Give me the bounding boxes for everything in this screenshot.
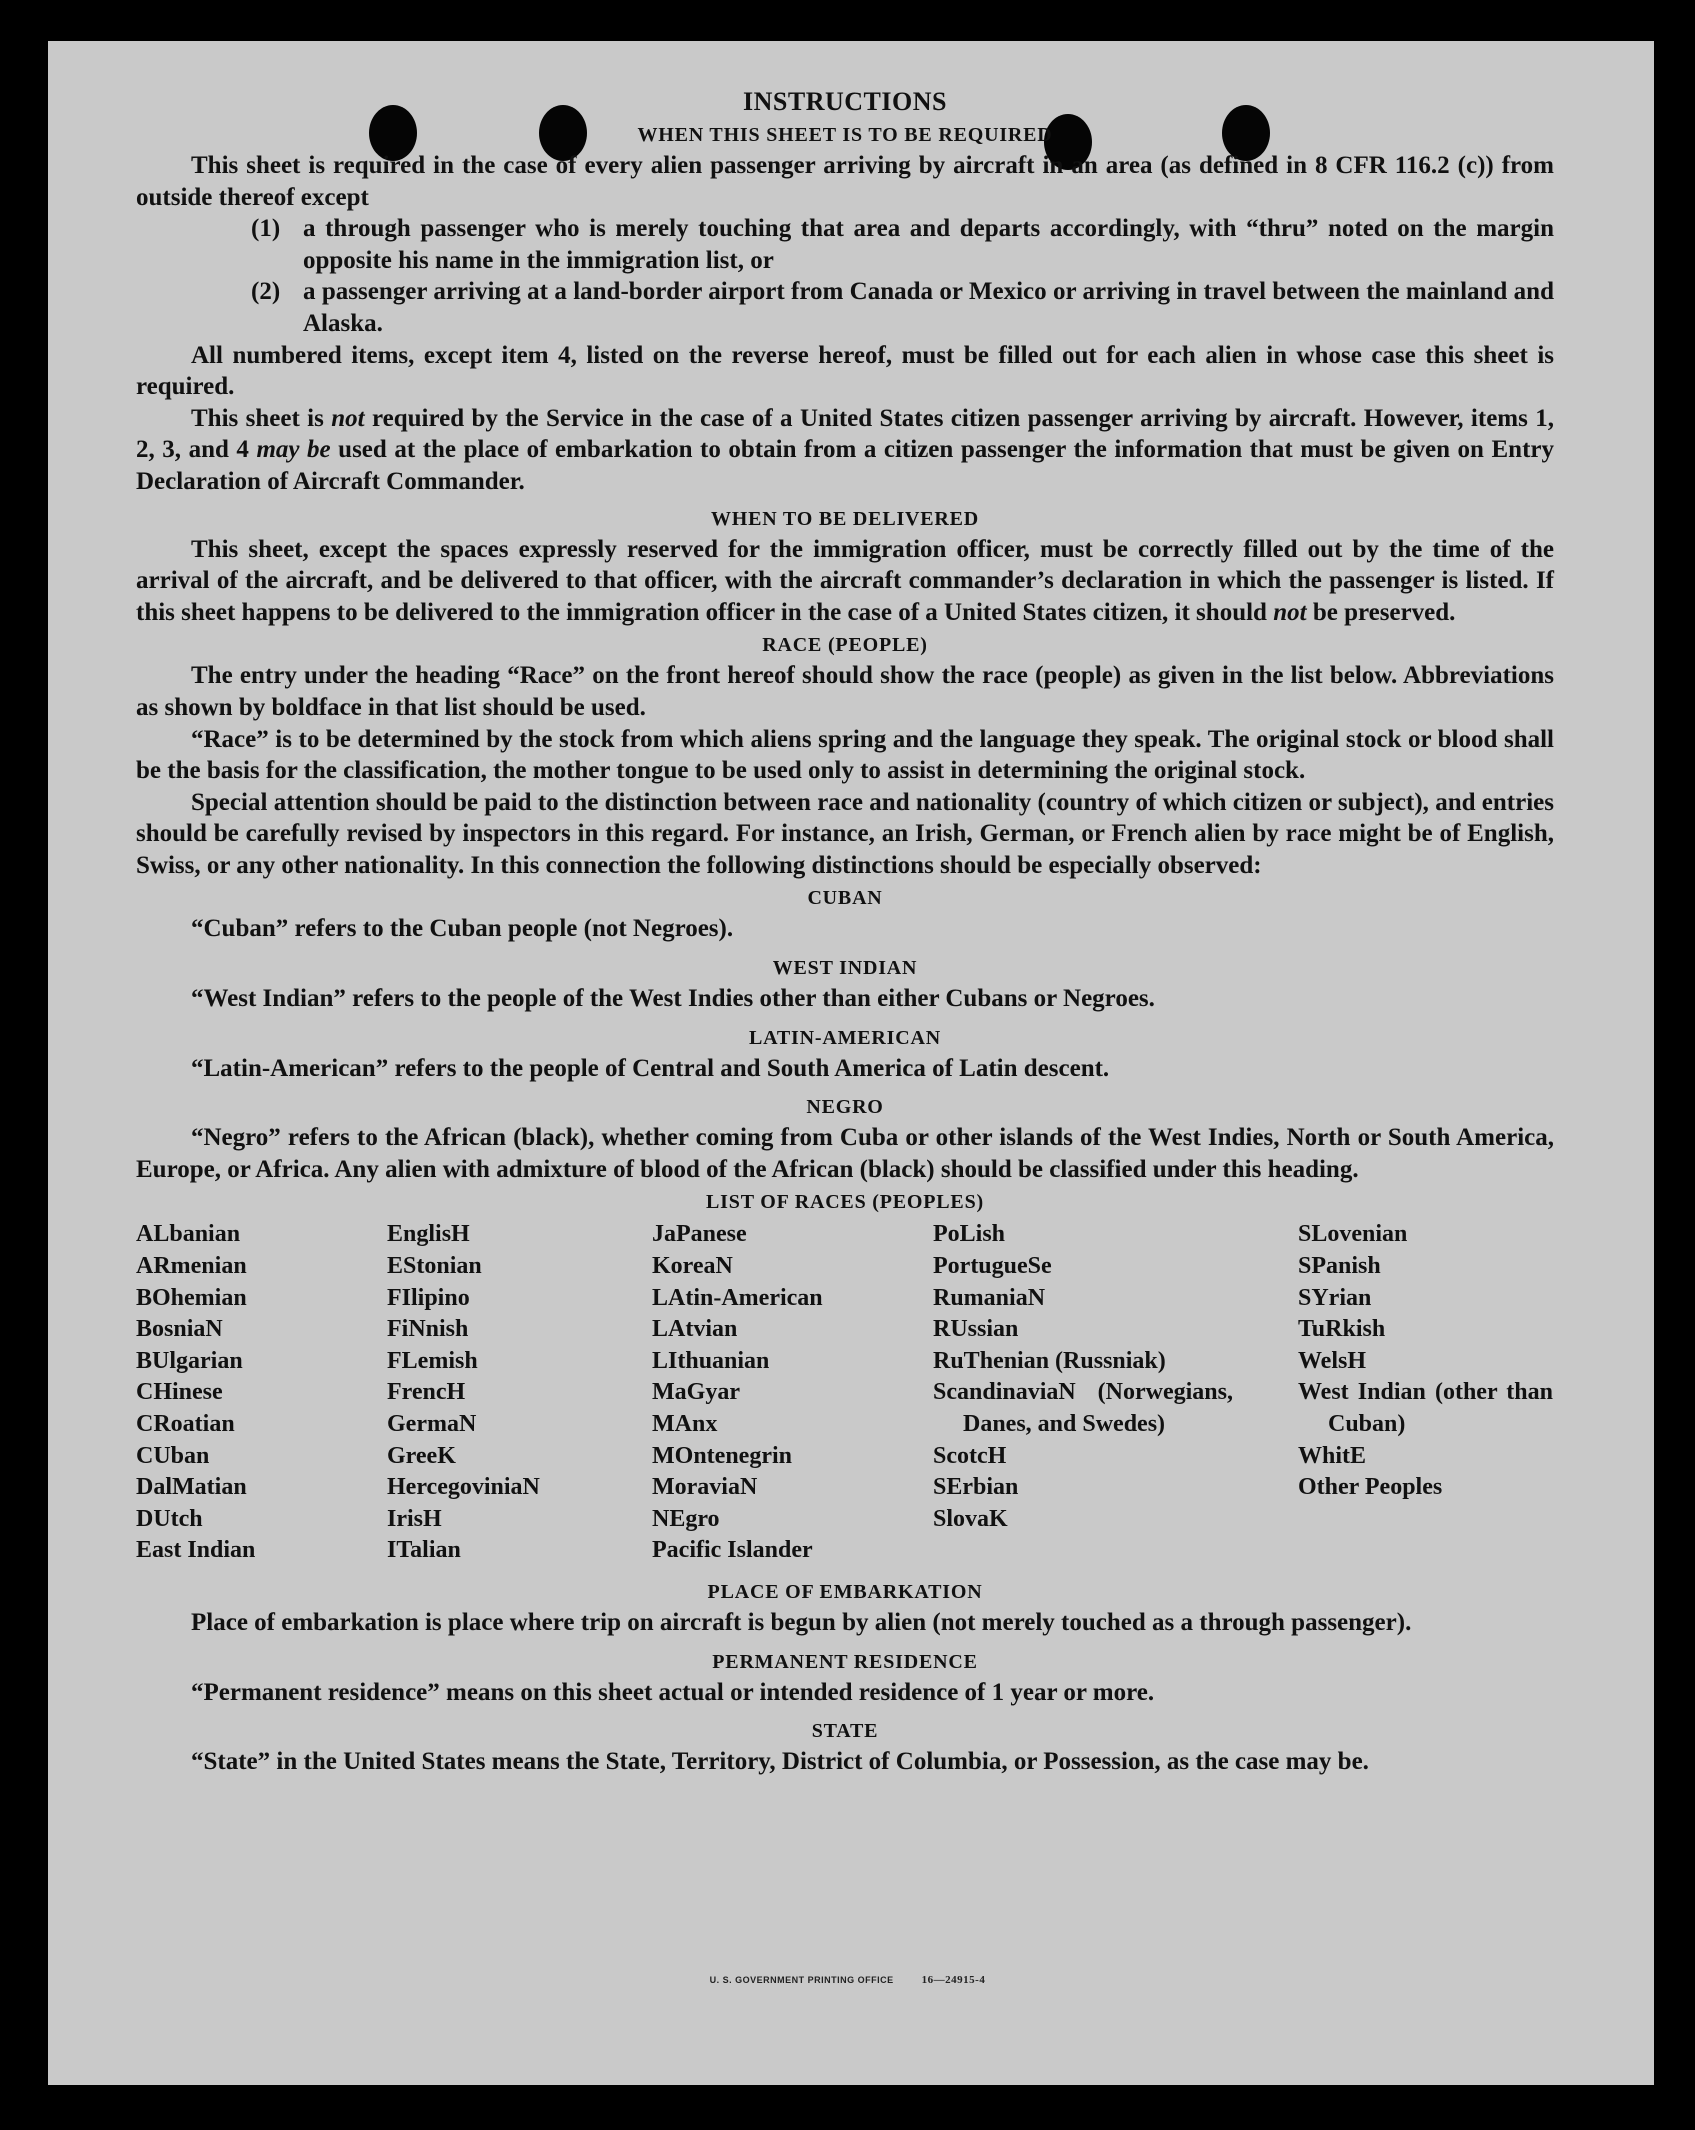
race-entry: ARmenian (136, 1253, 247, 1280)
race-entry: GermaN (387, 1411, 477, 1437)
race-entry: SYrian (1298, 1284, 1372, 1311)
definition: “State” in the United States means the State, Territory, District of Columbia, or Possession, as the case may be. (191, 1748, 1369, 1776)
definition: “West Indian” refers to the people of the West Indies other than either Cubans or Negroes. (191, 985, 1155, 1013)
race-entry: IrisH (387, 1505, 442, 1532)
text: required by the Service in the case of a United States citizen passenger arriving by aircraft. However, items 1, 2, 3, and 4 (136, 404, 1554, 464)
race-entry: LAtin-American (652, 1284, 823, 1311)
paragraph: The entry under the heading “Race” on the front hereof should show the race (people) as given in the list below. Abbreviations as shown by boldface in that list should be used. (136, 662, 1554, 721)
list-item (136, 276, 1554, 339)
paragraph (136, 534, 1554, 629)
heading-permanent-residence: PERMANENT RESIDENCE (712, 1650, 978, 1673)
race-entry: MAnx (652, 1411, 718, 1437)
race-entry: NEgro (652, 1505, 720, 1532)
race-entry: WelsH (1298, 1347, 1367, 1374)
race-entry: BOhemian (136, 1284, 247, 1311)
race-entry: KoreaN (652, 1253, 733, 1280)
race-entry: GreeK (387, 1442, 456, 1469)
race-column (136, 1219, 387, 1567)
race-entry: EnglisH (387, 1221, 470, 1248)
race-entry: TuRkish (1298, 1316, 1386, 1343)
race-entry: WhitE (1298, 1442, 1367, 1469)
race-entry: RuThenian (Russniak) (933, 1347, 1166, 1374)
definition: “Negro” refers to the African (black), whether coming from Cuba or other islands of the West Indies, North or South America, Europe, or Africa. Any alien with admixture of blood of the African (black) should be classified under this heading. (136, 1124, 1554, 1183)
race-list (136, 1219, 1554, 1567)
heading-list-of-races: LIST OF RACES (PEOPLES) (706, 1191, 984, 1214)
text: This sheet is (191, 404, 332, 432)
race-entry: West Indian (other than Cuban) (1298, 1379, 1553, 1437)
paragraph: All numbered items, except item 4, listed on the reverse hereof, must be filled out for each alien in whose case this sheet is required. (136, 341, 1554, 401)
race-entry: SlovaK (933, 1505, 1008, 1532)
race-entry: ScotcH (933, 1442, 1007, 1469)
heading-race: RACE (PEOPLE) (762, 634, 928, 657)
printer-imprint (0, 1974, 1695, 1986)
paragraph: This sheet is required in the case of every alien passenger arriving by aircraft in an area (as defined in 8 CFR 116.2 (c)) from outside thereof except (136, 152, 1554, 211)
race-entry: MOntenegrin (652, 1442, 792, 1469)
race-entry: PoLish (933, 1221, 1006, 1248)
race-entry: HercegoviniaN (387, 1474, 540, 1501)
race-column (387, 1219, 652, 1567)
race-entry: FLemish (387, 1347, 478, 1374)
italic-text: not (331, 404, 365, 432)
instructions-body (136, 86, 1554, 1778)
race-entry: ScandinaviaN (Norwegians, Danes, and Swedes) (933, 1379, 1233, 1437)
race-entry: FIlipino (387, 1284, 470, 1311)
definition: “Cuban” refers to the Cuban people (not Negroes). (191, 915, 734, 943)
item-number: (1) (251, 215, 281, 243)
race-entry: RumaniaN (933, 1284, 1046, 1311)
race-entry: JaPanese (652, 1221, 747, 1248)
heading-cuban: CUBAN (807, 887, 883, 910)
race-entry: MoraviaN (652, 1474, 758, 1501)
race-entry: MaGyar (652, 1379, 740, 1406)
race-entry: SLovenian (1298, 1221, 1408, 1248)
definition: Place of embarkation is place where trip on aircraft is begun by alien (not merely touched as a through passenger). (191, 1608, 1412, 1636)
race-column (933, 1219, 1298, 1567)
race-entry: SErbian (933, 1474, 1019, 1501)
race-entry: ALbanian (136, 1221, 241, 1248)
race-entry: CUban (136, 1442, 210, 1469)
heading-when-required: WHEN THIS SHEET IS TO BE REQUIRED (637, 124, 1053, 146)
race-entry: DalMatian (136, 1474, 247, 1501)
race-entry: CRoatian (136, 1411, 235, 1437)
item-number: (2) (251, 278, 281, 306)
race-entry: East Indian (136, 1537, 256, 1564)
heading-negro: NEGRO (806, 1096, 884, 1119)
race-entry: DUtch (136, 1505, 203, 1532)
paragraph: Special attention should be paid to the distinction between race and nationality (country of which citizen or subject), and entries should be carefully revised by inspectors in this regard. For instance, an Irish, German, or French alien by race might be of English, Swiss, or any other nationality. In this connection the following distinctions should be especially observed: (136, 788, 1554, 879)
heading-state: STATE (811, 1720, 879, 1743)
race-entry: FrencH (387, 1379, 466, 1406)
race-entry: PortugueSe (933, 1253, 1052, 1280)
paragraph: “Race” is to be determined by the stock from which aliens spring and the language they speak. The original stock or blood shall be the basis for the classification, the mother tongue to be used only to assist in determining the original stock. (136, 725, 1554, 785)
race-entry: ITalian (387, 1537, 461, 1564)
list-item (136, 213, 1554, 276)
item-text: a through passenger who is merely touching that area and departs accordingly, with “thru” noted on the margin opposite his name in the immigration list, or (303, 215, 1554, 274)
race-entry: LAtvian (652, 1316, 738, 1343)
text: used at the place of embarkation to obtain from a citizen passenger the information that must be given on Entry Declaration of Aircraft Commander. (136, 436, 1554, 495)
race-column (1298, 1219, 1553, 1567)
page-title: INSTRUCTIONS (743, 87, 947, 116)
heading-when-delivered: WHEN TO BE DELIVERED (710, 507, 980, 530)
race-entry: FiNnish (387, 1316, 469, 1343)
form-code: 16—24915-4 (921, 1974, 986, 1986)
definition: “Permanent residence” means on this sheet actual or intended residence of 1 year or more. (191, 1678, 1155, 1706)
heading-west-indian: WEST INDIAN (772, 957, 918, 980)
text: be preserved. (1306, 598, 1456, 626)
race-entry: RUssian (933, 1316, 1019, 1343)
italic-text: may be (256, 436, 331, 464)
italic-text: not (1273, 598, 1307, 626)
text: This sheet, except the spaces expressly reserved for the immigration officer, must be correctly filled out by the time of the arrival of the aircraft, and be delivered to that officer, with the aircraft commander’s declaration in which the passenger is listed. If this sheet happens to be delivered to the immigration officer in the case of a United States citizen, it should (136, 535, 1554, 626)
race-entry: CHinese (136, 1379, 223, 1406)
heading-latin-american: LATIN-AMERICAN (749, 1026, 941, 1049)
race-entry: Other Peoples (1298, 1474, 1443, 1501)
paragraph (136, 403, 1554, 498)
race-entry: Pacific Islander (652, 1537, 813, 1564)
item-text: a passenger arriving at a land-border airport from Canada or Mexico or arriving in travel between the mainland and Alaska. (303, 278, 1554, 337)
race-entry: BUlgarian (136, 1347, 243, 1374)
race-entry: BosniaN (136, 1316, 223, 1343)
definition: “Latin-American” refers to the people of Central and South America of Latin descent. (191, 1054, 1110, 1082)
printer-name: U. S. GOVERNMENT PRINTING OFFICE (709, 1975, 894, 1985)
race-entry: SPanish (1298, 1253, 1381, 1280)
race-entry: LIthuanian (652, 1347, 770, 1374)
race-column (652, 1219, 933, 1567)
heading-place-of-embarkation: PLACE OF EMBARKATION (707, 1580, 983, 1603)
race-entry: EStonian (387, 1253, 482, 1280)
